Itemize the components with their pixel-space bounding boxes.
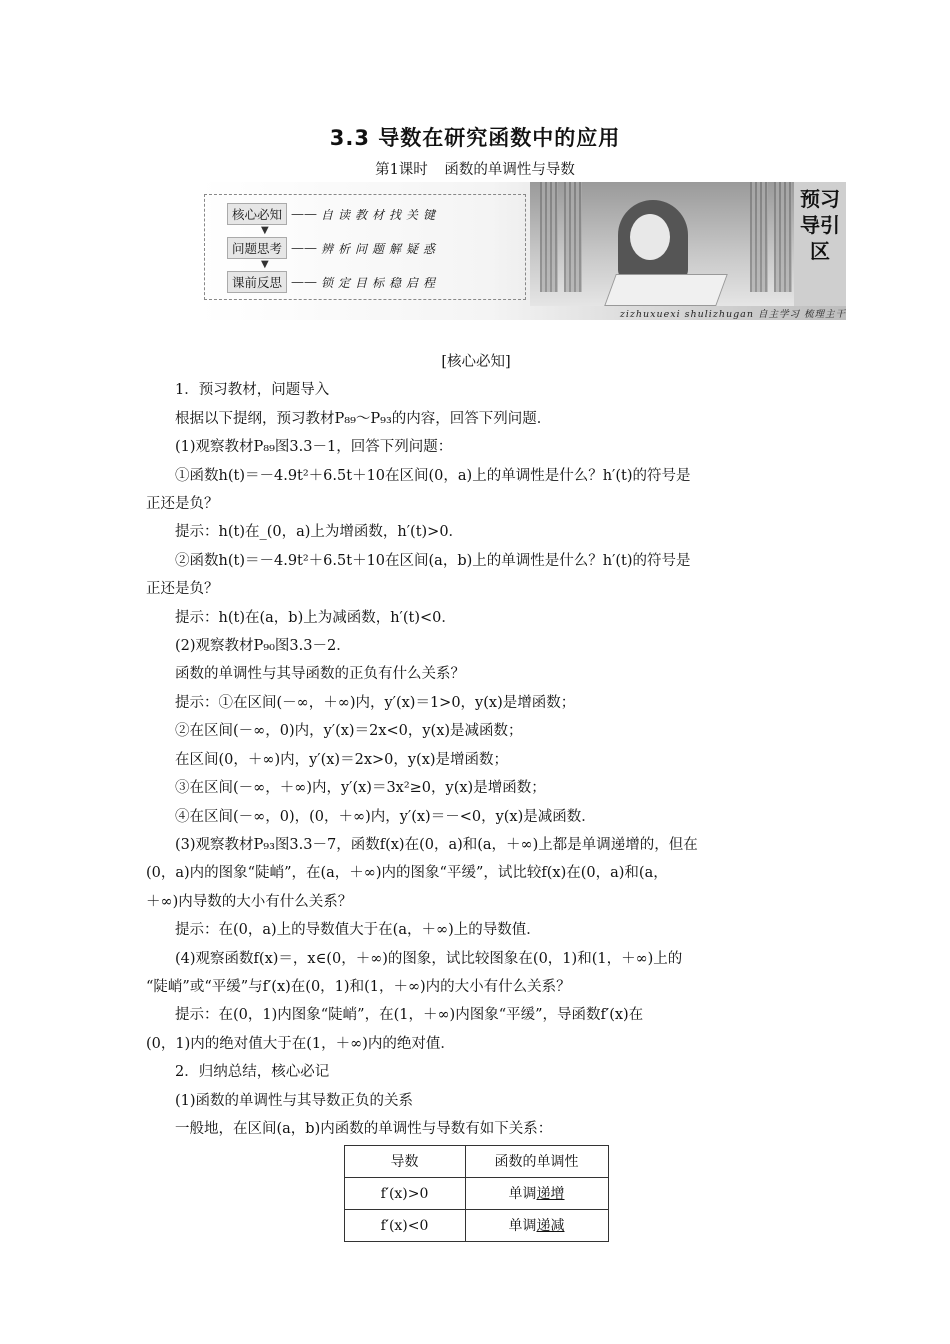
text-line: (4)观察函数f(x)＝，x∈(0，＋∞)的图象，试比较图象在(0，1)和(1，＋∞)上的 bbox=[175, 950, 683, 967]
text-line: “陡峭”或“平缓”与f′(x)在(0，1)和(1，＋∞)内的大小有什么关系？ bbox=[146, 978, 571, 995]
cell-prefix: 单调 bbox=[508, 1185, 537, 1202]
text-line: ③在区间(－∞，＋∞)内，y′(x)＝3x²≥0，y(x)是增函数； bbox=[175, 780, 546, 797]
text-line: ②函数h(t)＝－4.9t²＋6.5t＋10在区间(a，b)上的单调性是什么？h′(t)的符号是 bbox=[175, 552, 691, 569]
text-line: 提示：①在区间(－∞，＋∞)内，y′(x)＝1>0，y(x)是增函数； bbox=[175, 694, 576, 711]
text-line: ＋∞)内导数的大小有什么关系？ bbox=[146, 893, 353, 910]
table-row bbox=[344, 1210, 608, 1242]
section-heading: [核心必知] bbox=[441, 354, 511, 370]
text-line: 函数的单调性与其导函数的正负有什么关系？ bbox=[175, 666, 465, 683]
text-line: ①函数h(t)＝－4.9t²＋6.5t＋10在区间(0，a)上的单调性是什么？h′(t)的符号是 bbox=[175, 467, 691, 484]
table-row bbox=[344, 1178, 608, 1210]
text-line: 提示：h(t)在(a，b)上为减函数，h′(t)<0． bbox=[175, 609, 456, 626]
table-header: 导数 bbox=[344, 1146, 465, 1178]
guide-desc: 辨析问题解疑惑 bbox=[321, 241, 441, 256]
text-line: 正还是负？ bbox=[146, 496, 219, 513]
guide-tag: 课前反思 bbox=[227, 271, 287, 293]
text-line: (1)观察教材P₈₉图3.3－1，回答下列问题： bbox=[175, 439, 453, 456]
study-photo bbox=[530, 182, 800, 306]
guide-desc: 锁定目标稳启程 bbox=[321, 275, 441, 290]
text-line: 正还是负？ bbox=[146, 581, 219, 598]
text-line: (0，1)内的绝对值大于在(1，＋∞)内的绝对值． bbox=[146, 1035, 455, 1052]
table-header-row bbox=[344, 1146, 608, 1178]
text-line: 根据以下提纲，预习教材P₈₉～P₉₃的内容，回答下列问题． bbox=[175, 410, 552, 427]
text-line: 2．归纳总结，核心必记 bbox=[175, 1064, 330, 1081]
guide-row: 核心必知 —— 自读教材找关键 bbox=[227, 203, 440, 225]
table-header: 函数的单调性 bbox=[465, 1146, 608, 1178]
monotonicity-table bbox=[344, 1145, 609, 1242]
arrow-down-icon: ▼ bbox=[261, 259, 269, 270]
text-line: ②在区间(－∞，0)内，y′(x)＝2x<0，y(x)是减函数； bbox=[175, 723, 523, 740]
text-line: (1)函数的单调性与其导数正负的关系 bbox=[175, 1092, 414, 1109]
cell-answer: 递增 bbox=[536, 1185, 565, 1202]
table-cell bbox=[465, 1210, 608, 1242]
guide-desc: 自读教材找关键 bbox=[321, 207, 441, 222]
preview-banner bbox=[200, 182, 846, 320]
banner-footer: zizhuxuexi shulizhugan 自主学习 梳理主干 bbox=[619, 309, 846, 320]
page-title: 3.3 导数在研究函数中的应用 bbox=[329, 126, 621, 150]
guide-row: 问题思考 —— 辨析问题解疑惑 bbox=[227, 237, 440, 259]
text-line: 一般地，在区间(a，b)内函数的单调性与导数有如下关系： bbox=[175, 1120, 553, 1137]
text-line: (3)观察教材P₉₃图3.3－7，函数f(x)在(0，a)和(a，＋∞)上都是单调递增的，但在 bbox=[175, 836, 698, 853]
side-label: 预习导引区 bbox=[794, 182, 846, 306]
lesson-subtitle bbox=[0, 158, 950, 179]
guide-box bbox=[204, 194, 526, 300]
arrow-down-icon: ▼ bbox=[261, 225, 269, 236]
text-line: ④在区间(－∞，0)，(0，＋∞)内，y′(x)＝－<0，y(x)是减函数． bbox=[175, 808, 596, 825]
text-line: 提示：在(0，a)上的导数值大于在(a，＋∞)上的导数值． bbox=[175, 922, 541, 939]
table-cell: f′(x)<0 bbox=[344, 1210, 465, 1242]
lesson-topic: 函数的单调性与导数 bbox=[444, 162, 575, 178]
text-line: (0，a)内的图象“陡峭”，在(a，＋∞)内的图象“平缓”，试比较f(x)在(0，a)和(a， bbox=[146, 865, 668, 882]
cell-answer: 递减 bbox=[536, 1217, 565, 1234]
main-content bbox=[146, 348, 806, 1242]
guide-tag: 问题思考 bbox=[227, 237, 287, 259]
text-line: 提示：在(0，1)内图象“陡峭”，在(1，＋∞)内图象“平缓”，导函数f′(x)在 bbox=[175, 1007, 644, 1024]
text-line: 提示：h(t)在_(0，a)上为增函数，h′(t)>0． bbox=[175, 524, 464, 541]
lesson-number: 第1课时 bbox=[375, 162, 428, 178]
table-cell: f′(x)>0 bbox=[344, 1178, 465, 1210]
cell-prefix: 单调 bbox=[508, 1217, 537, 1234]
table-cell bbox=[465, 1178, 608, 1210]
text-line: (2)观察教材P₉₀图3.3－2． bbox=[175, 638, 351, 655]
guide-row: 课前反思 —— 锁定目标稳启程 bbox=[227, 271, 440, 293]
text-line: 在区间(0，＋∞)内，y′(x)＝2x>0，y(x)是增函数； bbox=[175, 751, 509, 768]
text-line: 1．预习教材，问题导入 bbox=[175, 382, 330, 399]
guide-tag: 核心必知 bbox=[227, 203, 287, 225]
